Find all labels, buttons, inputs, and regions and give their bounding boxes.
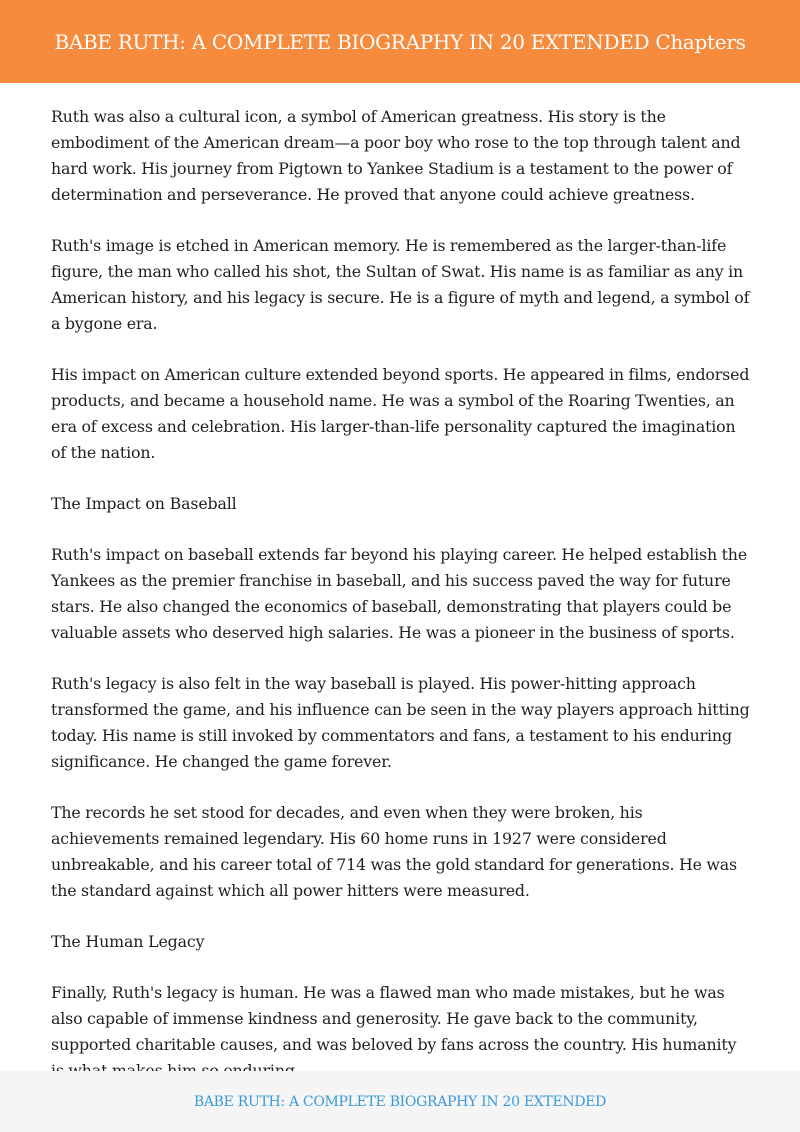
paragraph-american-memory: Ruth's image is etched in American memory. He is remembered as the larger-than-life figure, the man who called his shot, the Sultan of Swat. His name is as familiar as any in American history, and his legacy is secure. He is a figure of myth and legend, a symbol of a bygone era.: [51, 236, 750, 333]
footer-book-title: BABE RUTH: A COMPLETE BIOGRAPHY IN 20 EXTENDED: [193, 1093, 607, 1110]
paragraph-records: The records he set stood for decades, and even when they were broken, his achievements remained legendary. His 60 home runs in 1927 were considered unbreakable, and his career total of 714 was the gold standard for generations. He was the standard against which all power hitters were measured.: [51, 803, 737, 900]
page-content: [51, 104, 753, 1109]
paragraph-impact-on-baseball: Ruth's impact on baseball extends far beyond his playing career. He helped establish the Yankees as the premier franchise in baseball, and his success paved the way for future stars. He also changed the economics of baseball, demonstrating that players could be valuable assets who deserved high salaries. He was a pioneer in the business of sports.: [51, 545, 748, 642]
paragraph-cultural-icon: Ruth was also a cultural icon, a symbol of American greatness. His story is the embodiment of the American dream—a poor boy who rose to the top through talent and hard work. His journey from Pigtown to Yankee Stadium is a testament to the power of determination and perseverance. He proved that anyone could achieve greatness.: [51, 107, 741, 204]
paragraph-american-culture: His impact on American culture extended beyond sports. He appeared in films, endorsed products, and became a household name. He was a symbol of the Roaring Twenties, an era of excess and celebration. His larger-than-life personality captured the imagination of the nation.: [51, 365, 750, 462]
section-heading-impact-on-baseball: The Impact on Baseball: [51, 494, 237, 513]
book-title: BABE RUTH: A COMPLETE BIOGRAPHY IN 20 EXTENDED Chapters: [54, 29, 746, 54]
paragraph-human-legacy: Finally, Ruth's legacy is human. He was a flawed man who made mistakes, but he was also capable of immense kindness and generosity. He gave back to the community, supported charitable causes, and was beloved by fans across the country. His humanity: [51, 983, 737, 1054]
paragraph-way-baseball-played: Ruth's legacy is also felt in the way baseball is played. His power-hitting approach transformed the game, and his influence can be seen in the way players approach hitting today. His name is still invoked by commentators and fans, a testament to his enduring significance. He changed the game forever.: [51, 674, 750, 771]
page-footer: [0, 1071, 800, 1132]
page-header: [0, 0, 800, 83]
section-heading-human-legacy: The Human Legacy: [51, 932, 205, 951]
